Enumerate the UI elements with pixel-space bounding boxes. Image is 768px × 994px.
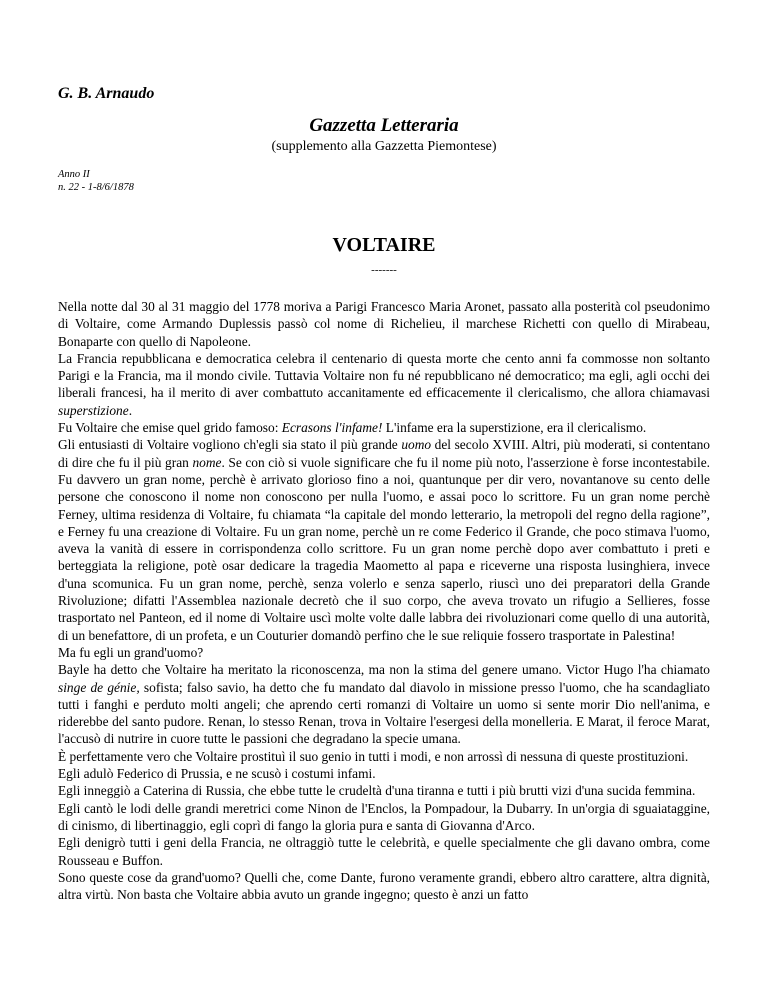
paragraph-text: . Se con ciò si vuole significare che fu il nome più noto, l'asserzione è forse incontestabile. Fu davvero un gran nome, perchè è arrivato glorioso fino a noi, quantunque per dir vero, novantanove su cento delle persone che conoscono il nome non conoscono per nulla l'uomo, e assai poco lo scrittore. Fu un gran nome perchè Ferney, ultima residenza di Voltaire, fu chiamata “la capitale del mondo letterario, la metropoli del regno della ragione”, e Ferney fu una creazione di Voltaire. Fu un gran nome, perchè un re come Federico il Grande, che poco stimava l'uomo, aveva la vanità di essere in corrispondenza collo scrittore. Fu un gran nome perchè dopo aver combattuto i preti e berteggiata la religione, potè osar dedicare la tragedia Maometto al papa e riceverne una risposta lusinghiera, invece d'una scomunica. Fu un gran nome, perchè, senza volerlo e senza saperlo, riuscì uno dei preparatori della Grande Rivoluzione; difatti l'Assemblea nazionale decretò che il suo corpo, che aveva trovato un rifugio a Sellieres, fosse trasportato nel Panteon, ed il nome di Voltaire uscì molte volte dalle labbra dei rivoluzionari come quello di una autorità, di un benefattore, di un profeta, e un Couturier domandò perfino che le sue reliquie fossero trasportate in Palestina! [58,454,710,643]
paragraph-text: del secolo XVIII. Altri, più moderati, si contentano di dire che fu il più gran [58,437,710,470]
italic-text: superstizione [58,402,129,418]
journal-title: Gazzetta Letteraria [309,115,459,136]
paragraph-text: Gli entusiasti di Voltaire vogliono ch'egli sia stato il più grande [58,437,402,453]
article-paragraph [58,765,710,782]
author-name: G. B. Arnaudo [58,85,155,102]
paragraph-text: È perfettamente vero che Voltaire prostituì il suo genio in tutti i modi, e non arrossì di nessuna di queste prostituzioni. [58,748,689,764]
paragraph-text: Egli denigrò tutti i geni della Francia, ne oltraggiò tutte le celebrità, e quelle specialmente che gli davano ombra, come Rousseau e Buffon. [58,835,710,868]
article-paragraph [58,834,710,869]
article-paragraph [58,800,710,835]
article-body [58,298,710,903]
paragraph-text: Egli cantò le lodi delle grandi meretrici come Ninon de l'Enclos, la Pompadour, la Dubarry. In un'orgia di sguaiataggine, di cinismo, di libertinaggio, egli coprì di fango la gloria pura e santa di Giovanna d'Arco. [58,800,710,833]
paragraph-text: Nella notte dal 30 al 31 maggio del 1778 moriva a Parigi Francesco Maria Aronet, passato alla posterità col pseudonimo di Voltaire, come Armando Duplessis passò col nome di Richelieu, il marchese Richetti con quello di Mirabeau, Bonaparte con quello di Napoleone. [58,299,710,349]
paragraph-text: sofista; falso savio, ha detto che fu mandato dal diavolo in missione presso l'uomo, che ha scandagliato tutti i fanghi e perduto molti angeli; che aprendo certi romanzi di Voltaire un uomo si sente morir Dio nell'anima, e riderebbe del santo pudore. Renan, lo stesso Renan, trova in Voltaire l'esergesi della monelleria. E Marat, il feroce Marat, l'accusò di nutrire in cuore tutte le passioni che degradano la specie umana. [58,679,710,747]
paragraph-text: . [128,402,133,418]
paragraph-text: L'infame era la superstizione, era il clericalismo. [382,420,647,436]
article-title: VOLTAIRE [332,234,436,256]
article-paragraph [58,298,710,350]
journal-subtitle: (supplemento alla Gazzetta Piemontese) [271,139,497,154]
title-divider: ------- [371,264,397,276]
italic-text: uomo [401,437,432,453]
italic-text: nome [192,454,222,470]
article-paragraph [58,869,710,904]
article-paragraph [58,661,710,747]
italic-text: singe de génie, [58,679,140,695]
article-paragraph [58,782,710,799]
paragraph-text: Sono queste cose da grand'uomo? Quelli che, come Dante, furono veramente grandi, ebbero altro carattere, altra dignità, altra virtù. Non basta che Voltaire abbia avuto un grande ingegno; questo è anzi un fatto [58,869,710,903]
issue-info [58,168,134,194]
article-paragraph [58,419,710,436]
paragraph-text: La Francia repubblicana e democratica celebra il centenario di questa morte che cento anni fa commosse non soltanto Parigi e la Francia, ma il mondo civile. Tuttavia Voltaire non fu né repubblicano né democratico; ma egli, agli occhi dei liberali francesi, ha il merito di aver combattuto accanitamente ed efficacemente il clericalismo, che allora chiamavasi [58,350,710,401]
paragraph-text: Egli adulò Federico di Prussia, e ne scusò i costumi infami. [58,766,376,782]
paragraph-text: Ma fu egli un grand'uomo? [58,644,204,660]
paragraph-text: Egli inneggiò a Caterina di Russia, che ebbe tutte le crudeltà d'una tiranna e tutti i più brutti vizi d'una sucida femmina. [58,783,696,799]
article-paragraph [58,748,710,765]
paragraph-text: Fu Voltaire che emise quel grido famoso: [58,420,282,436]
issue-year: Anno II [58,169,90,180]
article-paragraph [58,350,710,419]
article-paragraph [58,436,710,644]
issue-number: n. 22 - 1-8/6/1878 [58,182,134,193]
article-paragraph [58,644,710,661]
paragraph-text: Bayle ha detto che Voltaire ha meritato la riconoscenza, ma non la stima del genere umano. Victor Hugo l'ha chiamato [58,662,710,678]
italic-text: Ecrasons l'infame! [281,420,383,436]
